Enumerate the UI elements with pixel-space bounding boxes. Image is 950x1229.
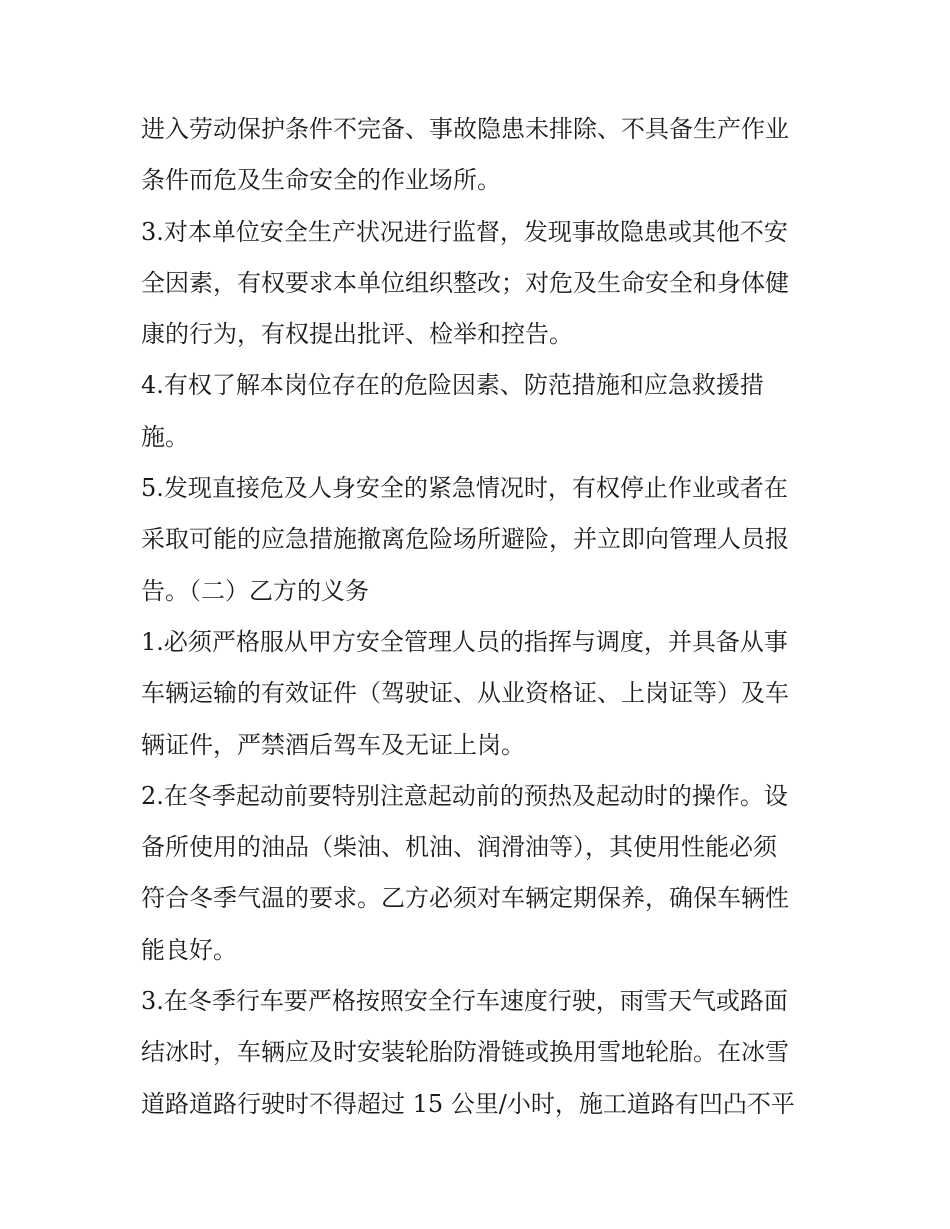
text-line: 5.发现直接危及人身安全的紧急情况时，有权停止作业或者在: [141, 474, 788, 503]
text-line: 2.在冬季起动前要特别注意起动前的预热及起动时的操作。设: [141, 781, 788, 810]
text-line: 车辆运输的有效证件（驾驶证、从业资格证、上岗证等）及车: [141, 679, 789, 708]
section-heading-line: 告。（二）乙方的义务: [141, 576, 369, 605]
text-line: 辆证件，严禁酒后驾车及无证上岗。: [141, 730, 525, 759]
text-line: 全因素，有权要求本单位组织整改；对危及生命安全和身体健: [141, 268, 789, 297]
text-line: 结冰时，车辆应及时安装轮胎防滑链或换用雪地轮胎。在冰雪: [141, 1038, 789, 1067]
text-line: 条件而危及生命安全的作业场所。: [141, 166, 501, 195]
text-line: 符合冬季气温的要求。乙方必须对车辆定期保养，确保车辆性: [141, 884, 789, 913]
text-line: 施。: [141, 422, 189, 451]
text-line: 采取可能的应急措施撤离危险场所避险，并立即向管理人员报: [141, 525, 789, 554]
text-line: 1.必须严格服从甲方安全管理人员的指挥与调度，并具备从事: [141, 627, 788, 656]
text-line: 康的行为，有权提出批评、检举和控告。: [141, 320, 573, 349]
text-line: 备所使用的油品（柴油、机油、润滑油等），其使用性能必须: [141, 833, 777, 862]
text-line: 3.在冬季行车要严格按照安全行车速度行驶，雨雪天气或路面: [141, 987, 788, 1016]
text-line: 4.有权了解本岗位存在的危险因素、防范措施和应急救援措: [141, 371, 764, 400]
text-line: 3.对本单位安全生产状况进行监督，发现事故隐患或其他不安: [141, 217, 788, 246]
document-body: [141, 104, 831, 1130]
text-line: 能良好。: [141, 935, 237, 964]
text-line: 道路道路行驶时不得超过 15 公里/小时，施工道路有凹凸不平: [141, 1089, 795, 1118]
text-line: 进入劳动保护条件不完备、事故隐患未排除、不具备生产作业: [141, 115, 789, 143]
